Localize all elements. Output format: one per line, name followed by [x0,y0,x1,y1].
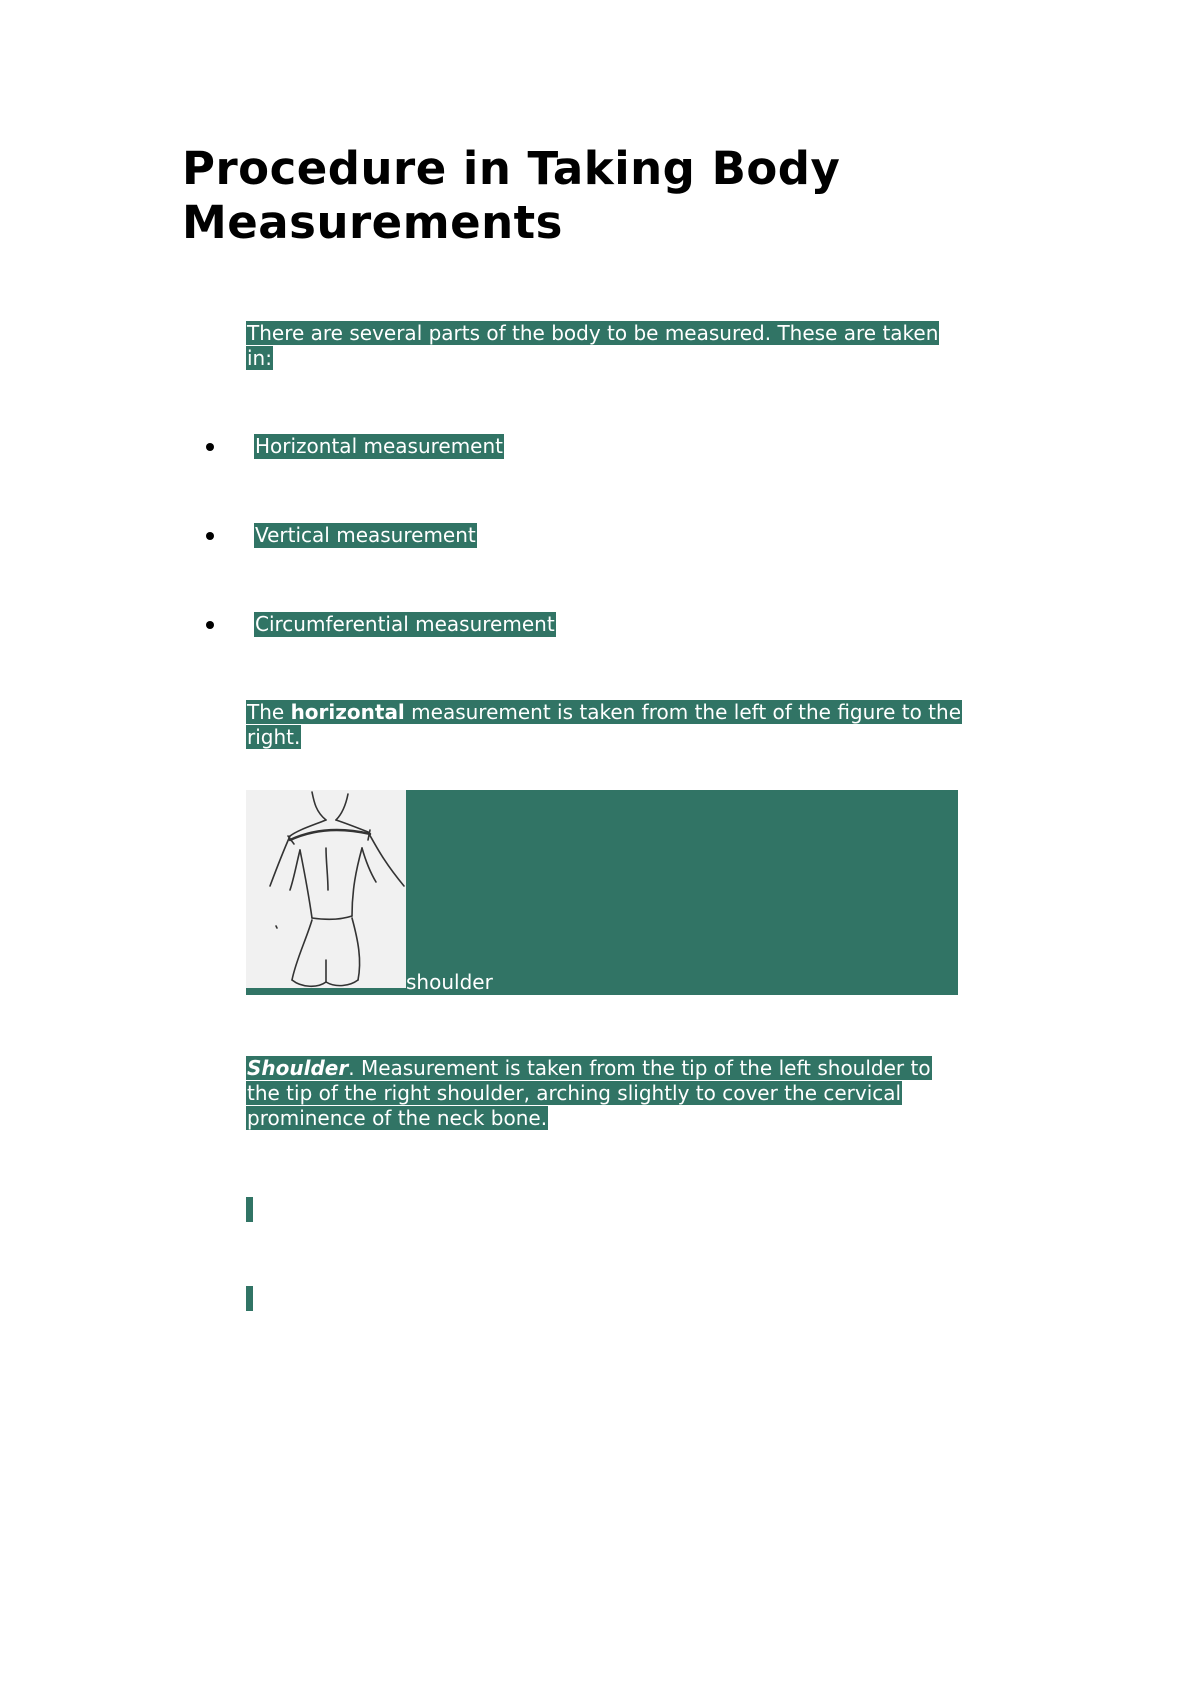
horizontal-intro-paragraph [246,700,966,750]
figure-caption: shoulder [406,970,493,994]
page-title: Procedure in Taking Body Measurements [182,142,841,249]
bullet-icon [206,443,214,451]
list-item-text: Horizontal measurement [255,434,504,458]
horizontal-intro-text [246,700,962,749]
horizontal-intro-after: measurement is taken from the left of the figure to the right. [247,700,961,749]
list-item-text: Circumferential measurement [255,612,555,636]
shoulder-term: Shoulder [247,1056,349,1080]
empty-highlighted-line [246,1197,253,1222]
shoulder-description-text [246,1056,932,1130]
bullet-icon [206,532,214,540]
intro-paragraph [246,321,966,371]
list-item-text: Vertical measurement [255,523,476,547]
horizontal-intro-before: The [247,700,291,724]
list-item [206,434,906,464]
shoulder-description-body: . Measurement is taken from the tip of the left shoulder to the tip of the right shoulder, arching slightly to cover the cervical prominence of the neck bone. [247,1056,931,1130]
list-item [206,612,906,642]
empty-highlighted-line [246,1286,253,1311]
shoulder-description-paragraph [246,1056,966,1131]
bullet-icon [206,621,214,629]
torso-back-sketch-icon [246,790,406,988]
shoulder-figure [246,790,958,995]
intro-text: There are several parts of the body to be measured. These are taken in: [247,321,939,370]
horizontal-term: horizontal [290,700,405,724]
list-item [206,523,906,553]
